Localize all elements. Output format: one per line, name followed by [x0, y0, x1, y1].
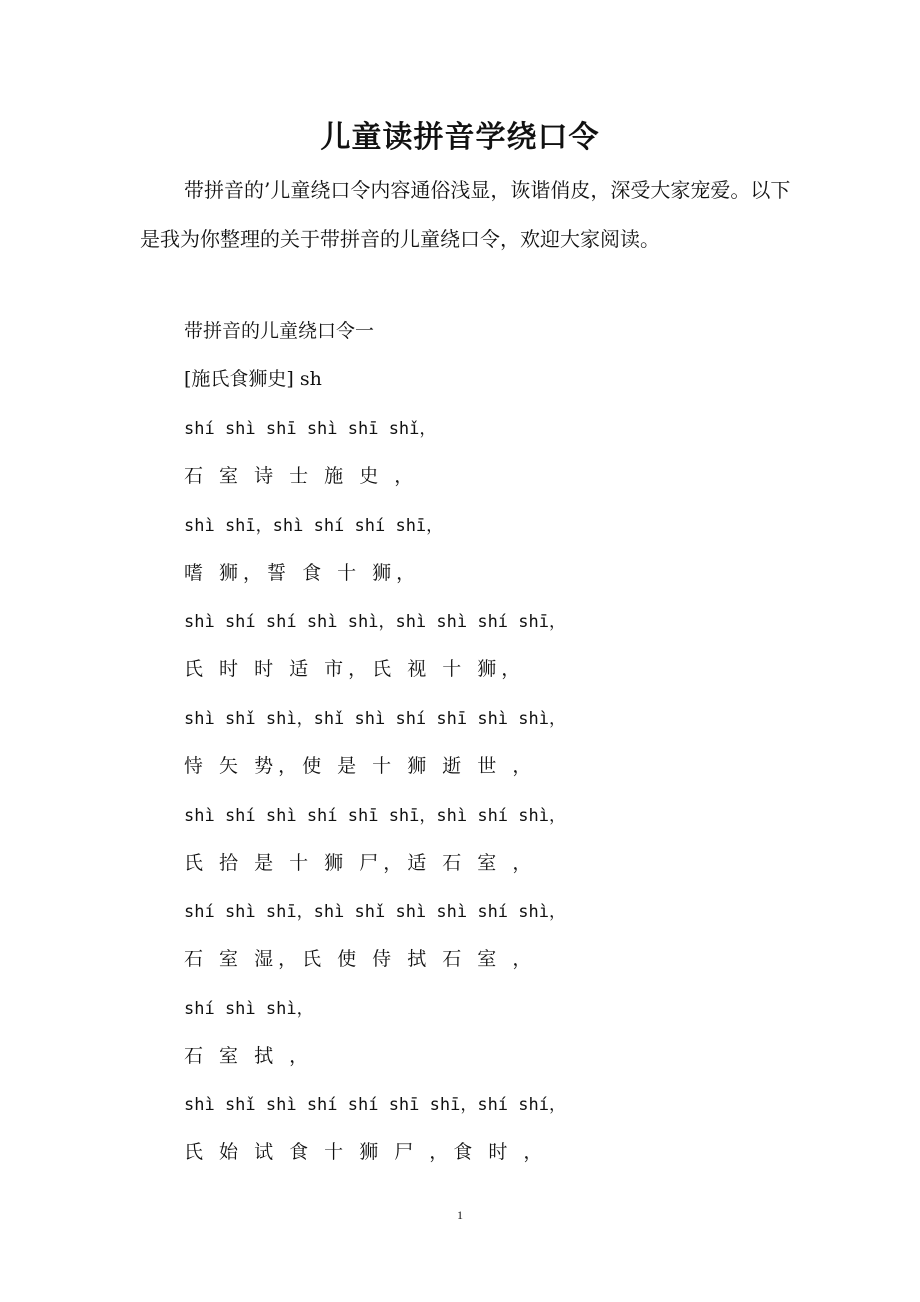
hanzi-line: 石 室 诗 士 施 史 ，	[184, 465, 419, 487]
hanzi-line: 氏 始 试 食 十 狮 尸 ，食 时 ，	[184, 1141, 548, 1163]
hanzi-line: 石 室 湿，氏 使 侍 拭 石 室 ，	[184, 948, 537, 970]
poem-title: [施氏食狮史] sh	[184, 368, 322, 390]
pinyin-line: shì shǐ shì shí shí shī shī，shí shí，	[184, 1095, 566, 1115]
pinyin-line: shí shì shī shì shī shǐ，	[184, 419, 437, 439]
pinyin-line: shí shì shī，shì shǐ shì shì shí shì，	[184, 902, 566, 922]
pinyin-line: shì shí shí shì shì，shì shì shí shī，	[184, 612, 566, 632]
hanzi-line: 石 室 拭 ，	[184, 1045, 314, 1067]
pinyin-line: shí shì shì，	[184, 999, 314, 1019]
pinyin-line: shì shǐ shì，shǐ shì shí shī shì shì，	[184, 709, 566, 729]
pinyin-line: shì shī，shì shí shí shī，	[184, 516, 444, 536]
pinyin-line: shì shí shì shí shī shī，shì shí shì，	[184, 806, 566, 826]
hanzi-line: 恃 矢 势，使 是 十 狮 逝 世 ，	[184, 755, 537, 777]
hanzi-line: 嗜 狮，誓 食 十 狮，	[184, 562, 421, 584]
section-heading: 带拼音的儿童绕口令一	[184, 320, 375, 342]
hanzi-line: 氏 时 时 适 市，氏 视 十 狮，	[184, 658, 526, 680]
hanzi-line: 氏 拾 是 十 狮 尸，适 石 室 ，	[184, 852, 537, 874]
intro-paragraph: 带拼音的’儿童绕口令内容通俗浅显，诙谐俏皮，深受大家宠爱。以下是我为你整理的关于带拼音的儿童绕口令，欢迎大家阅读。	[140, 178, 791, 251]
document-title: 儿童读拼音学绕口令	[320, 120, 600, 155]
page-number: 1	[457, 1208, 463, 1222]
